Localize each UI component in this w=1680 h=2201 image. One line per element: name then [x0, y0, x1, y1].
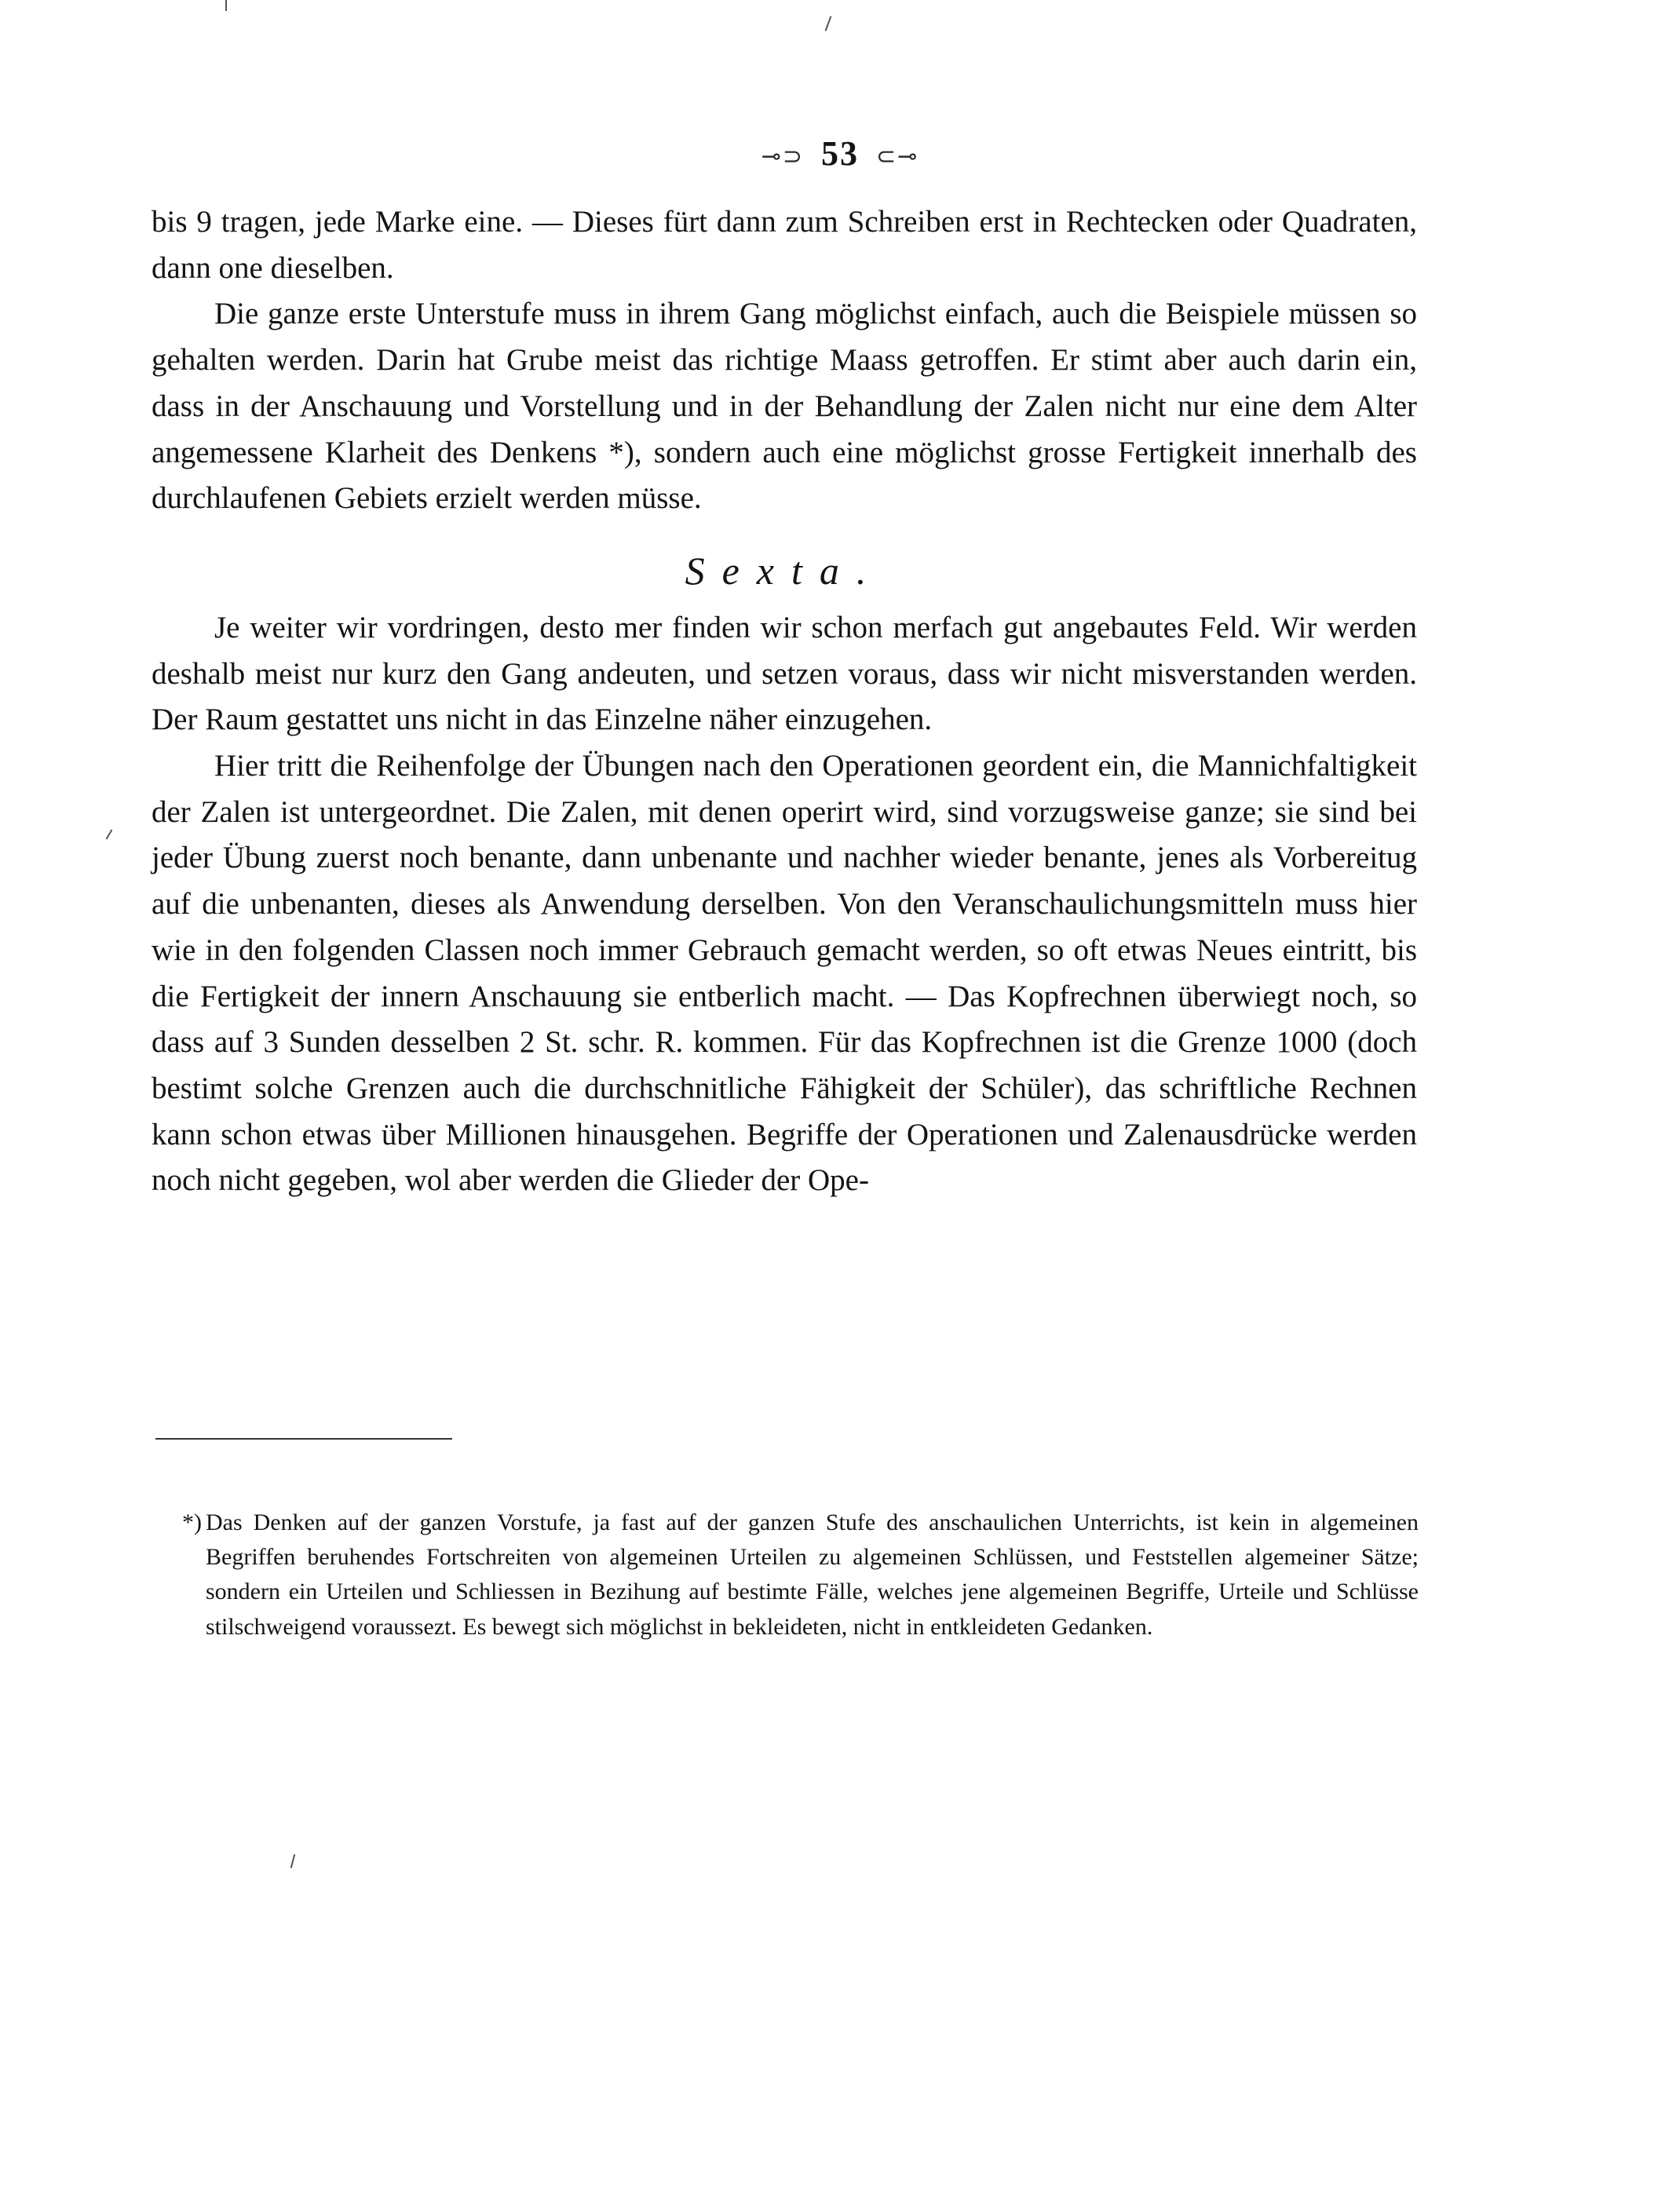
- main-text: [152, 199, 1417, 1204]
- footnote-text: Das Denken auf der ganzen Vorstufe, ja fast auf der ganzen Stufe des anschaulichen Unterrichts, ist kein in algemeinen Begriffen beruhendes Fortschreiten von algemeinen Urteilen zu algemeinen Schlüssen, und Feststellen algemeiner Sätze; sondern ein Urteilen und Schliessen in Bezihung auf bestimte Fälle, welches jene algemeinen Begriffe, Urteile und Schlüsse stilschweigend voraussezt. Es bewegt sich möglichst in bekleideten, nicht in entkleideten Gedanken.: [206, 1509, 1419, 1640]
- section-heading: Sexta.: [685, 548, 884, 593]
- page-header: [0, 133, 1680, 173]
- footnote-mark: *): [182, 1509, 202, 1535]
- paragraph: Hier tritt die Reihenfolge der Übungen nach den Operationen geordent ein, die Mannichfaltigkeit der Zalen ist untergeordnet. Die Zalen, mit denen operirt wird, sind vorzugsweise ganze; sie sind bei jeder Übung zuerst noch benante, dann unbenante und nachher wieder benante, jenes als Vorbereitug auf die unbenanten, dieses als Anwendung derselben. Von den Veranschaulichungsmitteln muss hier wie in den folgenden Classen noch immer Gebrauch gemacht werden, so oft etwas Neues eintritt, bis die Fertigkeit der innern Anschauung sie entberlich macht. — Das Kopfrechnen überwiegt noch, so dass auf 3 Sunden desselben 2 St. schr. R. kommen. Für das Kopfrechnen ist die Grenze 1000 (doch bestimt solche Grenzen auch die durchschnitliche Fähigkeit der Schüler), das schriftliche Rechnen kann schon etwas über Millionen hinausgehen. Begriffe der Operationen und Zalenausdrücke werden noch nicht gegeben, wol aber werden die Glieder der Ope-: [152, 749, 1417, 1198]
- paragraph: Je weiter wir vordringen, desto mer finden wir schon merfach gut angebautes Feld. Wir werden deshalb meist nur kurz den Gang andeuten, und setzen voraus, dass wir nicht misverstanden werden. Der Raum gestattet uns nicht in das Einzelne näher einzugehen.: [152, 610, 1417, 737]
- paragraph: Die ganze erste Unterstufe muss in ihrem Gang möglichst einfach, auch die Beispiele müssen so gehalten werden. Darin hat Grube meist das richtige Maass getroffen. Er stimt aber auch darin ein, dass in der Anschauung und Vorstellung und in der Behandlung der Zalen nicht nur eine dem Alter angemessene Klarheit des Denkens *), sondern auch eine möglichst grosse Fertigkeit innerhalb des durchlaufenen Gebiets erzielt werden müsse.: [152, 297, 1417, 516]
- ornament-right-icon: ⊂⊸: [876, 144, 919, 170]
- paragraph: bis 9 tragen, jede Marke eine. — Dieses fürt dann zum Schreiben erst in Rechtecken oder Quadraten, dann one dieselben.: [152, 205, 1417, 285]
- footnote-divider: [155, 1438, 452, 1440]
- ornament-left-icon: ⊸⊃: [761, 144, 804, 170]
- scan-speck: [825, 16, 832, 31]
- footnote: [182, 1506, 1419, 1644]
- scan-speck: [106, 829, 113, 839]
- scan-speck: [225, 0, 227, 11]
- page-number: 53: [821, 134, 859, 173]
- scan-speck: [290, 1854, 296, 1868]
